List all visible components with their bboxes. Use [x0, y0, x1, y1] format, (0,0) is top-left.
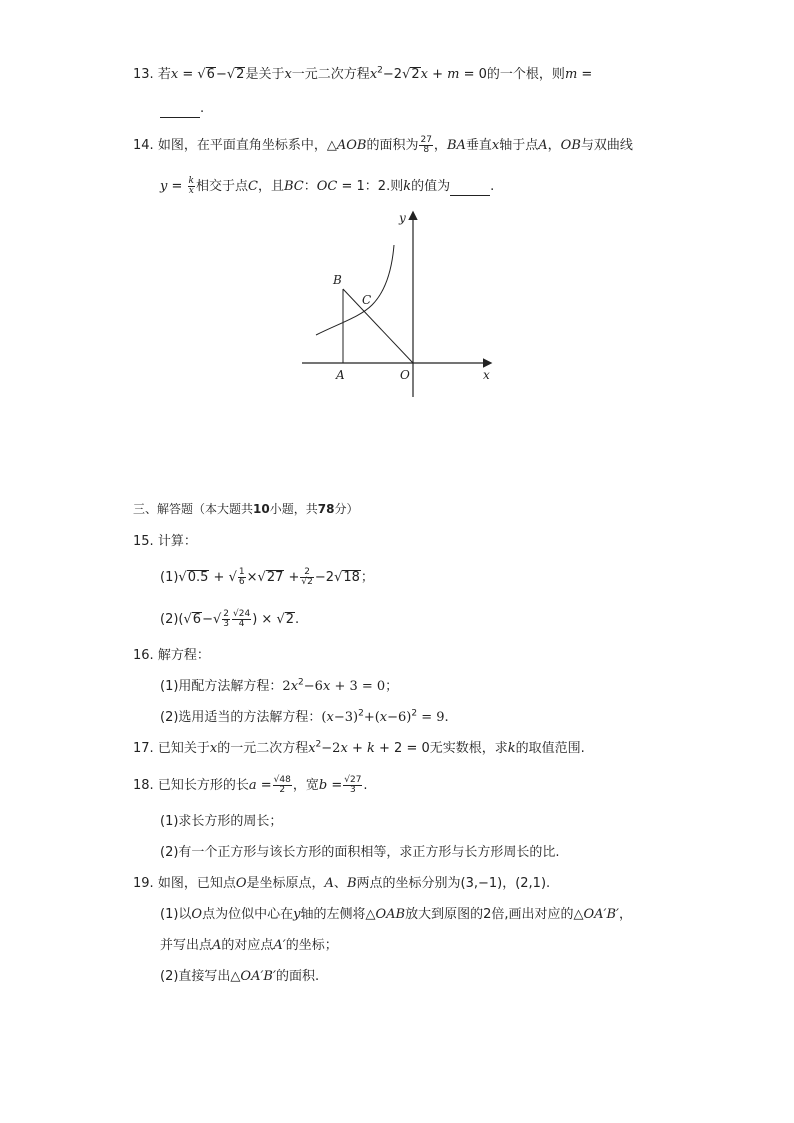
question-16-part-2: [160, 709, 449, 727]
text: =: [581, 67, 593, 82]
question-number: 13.: [133, 67, 154, 82]
radicand: 2: [285, 612, 295, 627]
var: b: [318, 778, 328, 793]
question-number: 14.: [133, 138, 154, 153]
triangle-symbol: △: [365, 907, 376, 922]
question-14-line-2: [160, 177, 494, 196]
var: y: [293, 907, 301, 922]
exponent: 2: [411, 708, 418, 719]
text: (2)有一个正方形与该长方形的面积相等，求正方形与长方形周长的比.: [160, 845, 560, 860]
question-number: 17.: [133, 741, 154, 756]
var: O: [235, 876, 247, 891]
text: 两点的坐标分别为(3,−1)，(2,1).: [356, 876, 551, 891]
text: 放大到原图的2倍,画出对应的: [405, 907, 574, 922]
text: ，: [619, 907, 633, 922]
denominator: √2: [301, 577, 313, 587]
radicand: 18: [343, 570, 360, 585]
text: +: [213, 570, 225, 585]
fraction: [238, 568, 246, 587]
var: x: [369, 67, 378, 82]
sqrt-symbol: √: [276, 612, 285, 627]
var: x: [170, 67, 179, 82]
text: 、: [333, 876, 347, 891]
text: .: [295, 612, 300, 627]
question-18-part-1: [160, 813, 282, 831]
text: 78: [317, 502, 335, 516]
var: x: [284, 67, 292, 82]
text: 三、解答题（本大题共: [133, 502, 254, 516]
radicand: 27: [266, 570, 284, 585]
numerator: 27: [420, 135, 432, 145]
text: 若: [157, 67, 171, 82]
var: x: [326, 710, 334, 725]
sqrt-symbol: √: [334, 570, 343, 585]
text: 的一元二次方程: [217, 741, 309, 756]
denominator: 3: [223, 619, 230, 629]
var: y: [160, 179, 168, 194]
exponent: 2: [377, 65, 383, 76]
question-number: 16.: [133, 648, 154, 663]
text: ；: [360, 570, 374, 585]
denominator: 2: [279, 785, 286, 795]
denominator: 6: [238, 577, 245, 587]
denominator: 4: [238, 619, 245, 629]
var: x: [491, 138, 500, 153]
text: =: [260, 778, 272, 793]
question-19: [133, 875, 550, 893]
exponent: 2: [298, 677, 304, 688]
var: A: [324, 876, 334, 891]
text: 是坐标原点，: [246, 876, 325, 891]
var: x: [379, 710, 388, 725]
question-15-title: [133, 533, 197, 551]
text: 是关于: [245, 67, 285, 82]
var: x: [290, 679, 299, 694]
text: (2)选用适当的方法解方程：: [160, 710, 322, 725]
label-o: O: [400, 368, 410, 382]
question-13-line-2: [160, 100, 204, 118]
question-14-line-1: [133, 136, 633, 155]
question-number: 18.: [133, 778, 154, 793]
text: 点为位似中心在: [202, 907, 294, 922]
var: OAB: [375, 907, 406, 922]
numerator: √48: [273, 775, 291, 785]
var: k: [507, 741, 516, 756]
text: = 9.: [421, 710, 449, 725]
var: a: [248, 778, 257, 793]
text: ) ×: [252, 612, 273, 627]
triangle-symbol: △: [230, 969, 241, 984]
text: +: [432, 67, 444, 82]
var: A′: [273, 938, 286, 953]
sqrt-symbol: √: [228, 570, 237, 585]
question-number: 15.: [133, 534, 154, 549]
numerator: 1: [238, 567, 245, 577]
text: 相交于点: [196, 179, 249, 194]
text: =: [182, 67, 194, 82]
numerator: 2: [223, 609, 230, 619]
var: BC: [284, 179, 304, 194]
question-15-part-1: [160, 568, 374, 587]
label-x: x: [483, 368, 490, 382]
radicand: 2: [236, 67, 245, 82]
var: k: [366, 741, 375, 756]
denominator: x: [188, 186, 194, 196]
text: =: [171, 179, 183, 194]
answer-blank[interactable]: [450, 183, 490, 196]
fraction: [188, 177, 195, 196]
triangle-symbol: △: [573, 907, 584, 922]
var: A: [538, 138, 548, 153]
fraction: [273, 776, 292, 795]
text: 分）: [334, 502, 359, 516]
text: (2)直接写出: [160, 969, 231, 984]
text: =: [331, 778, 343, 793]
text: = 0的一个根，则: [463, 67, 565, 82]
text: +: [351, 741, 363, 756]
text: 的面积为: [366, 138, 419, 153]
text: + 3 = 0；: [334, 679, 399, 694]
text: .: [200, 101, 205, 116]
text: ×: [246, 570, 258, 585]
text: 小题，共: [269, 502, 318, 516]
triangle-symbol: △: [326, 138, 337, 153]
var: BA: [446, 138, 466, 153]
question-19-part-1: [160, 906, 632, 924]
sqrt-symbol: √: [183, 612, 192, 627]
text: (1)求长方形的周长；: [160, 814, 283, 829]
var: x: [209, 741, 218, 756]
sqrt-symbol: √: [212, 612, 222, 627]
text: 计算：: [157, 534, 197, 549]
radicand: 0.5: [187, 570, 209, 585]
var: OC: [316, 179, 338, 194]
fraction: [419, 136, 432, 155]
text: .: [490, 179, 495, 194]
question-16-part-1: [160, 678, 398, 696]
text: ，宽: [292, 778, 319, 793]
text: 的对应点: [221, 938, 274, 953]
text: 解方程：: [157, 648, 210, 663]
text: −2: [314, 570, 335, 585]
var: x: [340, 741, 348, 756]
question-19-part-2: [160, 968, 319, 986]
text: 轴于点: [499, 138, 539, 153]
numerator: √27: [344, 775, 362, 785]
var: B: [346, 876, 357, 891]
numerator: √24: [233, 609, 251, 619]
var: m: [447, 67, 460, 82]
exponent: 2: [358, 708, 364, 719]
text: +(: [363, 710, 380, 725]
numerator: k: [188, 176, 195, 186]
var: OA′B′: [240, 969, 276, 984]
text: 已知关于: [157, 741, 210, 756]
question-13-line-1: [133, 66, 592, 84]
text: (: [321, 710, 327, 725]
text: .: [363, 778, 368, 793]
segment-ob: [343, 289, 413, 363]
text: (1)以: [160, 907, 192, 922]
sqrt-symbol: √: [197, 67, 206, 82]
var: x: [322, 679, 331, 694]
question-18-part-2: [160, 844, 560, 862]
answer-blank[interactable]: [160, 105, 200, 118]
question-15-part-2: [160, 610, 299, 629]
question-number: 19.: [133, 876, 154, 891]
fraction: [300, 568, 313, 587]
sqrt-symbol: √: [257, 570, 266, 585]
coordinate-figure: [300, 205, 500, 400]
fraction: [343, 776, 362, 795]
exponent: 2: [315, 739, 322, 750]
text: −: [215, 67, 227, 82]
denominator: 3: [349, 785, 356, 795]
var: x: [420, 67, 428, 82]
sqrt-symbol: √: [178, 570, 187, 585]
sqrt-symbol: √: [402, 67, 411, 82]
radicand: 6: [192, 612, 202, 627]
question-18: [133, 776, 368, 795]
var: m: [564, 67, 578, 82]
text: ，: [547, 138, 561, 153]
text: 2: [282, 679, 291, 694]
var: AOB: [336, 138, 367, 153]
question-16-title: [133, 647, 210, 665]
var: OB: [560, 138, 581, 153]
text: 的值为: [411, 179, 451, 194]
text: 的取值范围.: [515, 741, 585, 756]
radicand: 6: [206, 67, 215, 82]
text: −6): [387, 710, 412, 725]
text: ：: [303, 179, 317, 194]
text: −2: [382, 67, 403, 82]
text: ，: [433, 138, 447, 153]
text: 如图，在平面直角坐标系中，: [157, 138, 327, 153]
text: 垂直: [465, 138, 492, 153]
text: 如图，已知点: [157, 876, 236, 891]
text: −3): [333, 710, 359, 725]
text: 一元二次方程: [291, 67, 370, 82]
sqrt-symbol: √: [226, 67, 236, 82]
label-c: C: [362, 293, 372, 307]
numerator: 2: [300, 568, 313, 578]
text: 已知长方形的长: [157, 778, 249, 793]
var: C: [248, 179, 258, 194]
hyperbola-curve: [316, 245, 394, 335]
text: −2: [321, 741, 341, 756]
text: −6: [303, 679, 323, 694]
text: 的坐标；: [285, 938, 338, 953]
text: 与双曲线: [580, 138, 633, 153]
radicand: 2: [411, 67, 420, 82]
text: + 2 = 0无实数根，求: [379, 741, 508, 756]
label-y: y: [399, 211, 406, 225]
label-a: A: [336, 368, 345, 382]
text: −: [202, 612, 213, 627]
var: k: [403, 179, 412, 194]
text: +: [288, 570, 300, 585]
var: OA′B′: [583, 907, 620, 922]
var: O: [191, 907, 203, 922]
text: = 1：2.则: [341, 179, 404, 194]
text: 的面积.: [275, 969, 320, 984]
text: 轴的左侧将: [300, 907, 366, 922]
label-b: B: [333, 273, 342, 287]
text: 10: [253, 502, 270, 516]
section-heading: [133, 500, 358, 518]
text: ，且: [257, 179, 284, 194]
text: (1): [160, 570, 179, 585]
denominator: 8: [423, 145, 430, 155]
question-19-part-1-cont: [160, 937, 338, 955]
fraction: [222, 610, 230, 629]
var: A: [212, 938, 222, 953]
var: x: [308, 741, 316, 756]
text: (2)(: [160, 612, 184, 627]
question-17: [133, 740, 585, 758]
fraction: [232, 610, 251, 629]
text: 并写出点: [160, 938, 213, 953]
text: (1)用配方法解方程：: [160, 679, 283, 694]
